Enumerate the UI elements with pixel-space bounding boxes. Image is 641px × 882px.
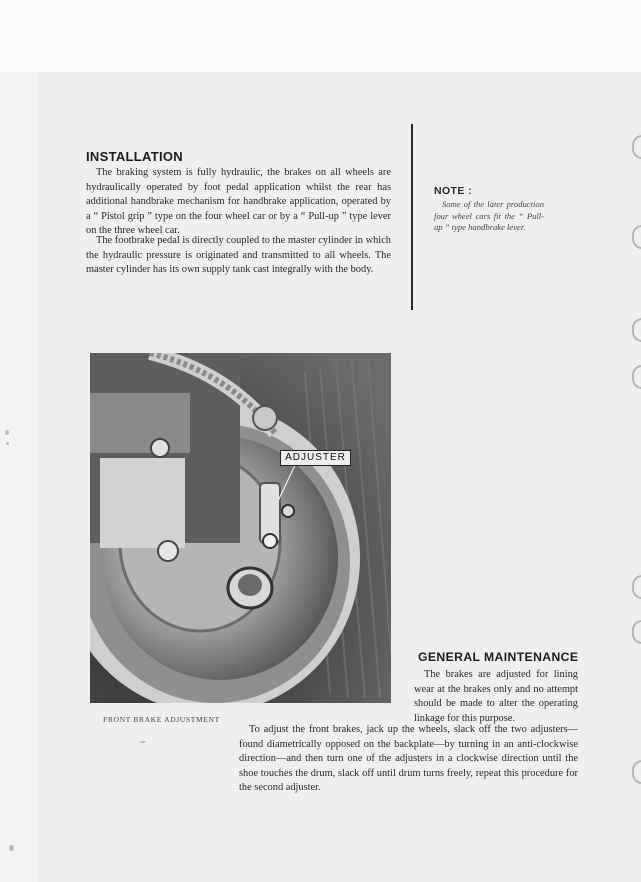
maintenance-paragraph: To adjust the front brakes, jack up the wheels, slack off the two adjusters—found diametrically opposed on the backplate—by turning in an anti-clockwise direction—and then turn one of the adjusters in a clockwise direction until the shoe touches the drum, slack off until drum turns freely, repeat this procedure for the second adjuster. <box>239 724 578 794</box>
binder-ring <box>632 760 641 784</box>
maintenance-paragraph: The brakes are adjusted for lining wear at the brakes only and no attempt should be made to alter the operating linkage for this purpose. <box>414 669 578 724</box>
brake-photo-drawing <box>90 353 391 703</box>
paper-mark <box>140 741 146 743</box>
installation-paragraph: The footbrake pedal is directly coupled to the master cylinder in which the hydraulic pressure is originated and transmitted to all wheels. The master cylinder has its own supply tank cast integrally with the body. <box>86 235 391 276</box>
figure-caption: FRONT BRAKE ADJUSTMENT <box>103 715 220 724</box>
paper-mark <box>5 430 9 435</box>
general-maintenance-heading: GENERAL MAINTENANCE <box>418 650 579 664</box>
binder-ring <box>632 135 641 159</box>
installation-paragraph: The braking system is fully hydraulic, the brakes on all wheels are hydraulically operated by foot pedal application whilst the rear has additional handbrake mechanism for handbrake application, operated by a “ Pistol grip ” type on the four wheel car or by a “ Pull-up ” type lever on the three wheel car. <box>86 167 391 237</box>
binder-ring <box>632 225 641 249</box>
installation-heading: INSTALLATION <box>86 149 183 164</box>
paper-mark <box>9 845 14 851</box>
binder-ring <box>632 620 641 644</box>
page-margin-top <box>0 0 641 72</box>
note-text: Some of the later production four wheel cars fit the “ Pull-up ” type handbrake lever. <box>434 199 544 233</box>
brake-photo <box>90 353 391 703</box>
binder-ring <box>632 575 641 599</box>
column-divider <box>411 124 413 310</box>
paper-mark <box>6 442 9 445</box>
binder-ring <box>632 318 641 342</box>
binder-ring <box>632 365 641 389</box>
note-heading: NOTE : <box>434 185 472 197</box>
adjuster-callout: ADJUSTER <box>280 450 351 466</box>
